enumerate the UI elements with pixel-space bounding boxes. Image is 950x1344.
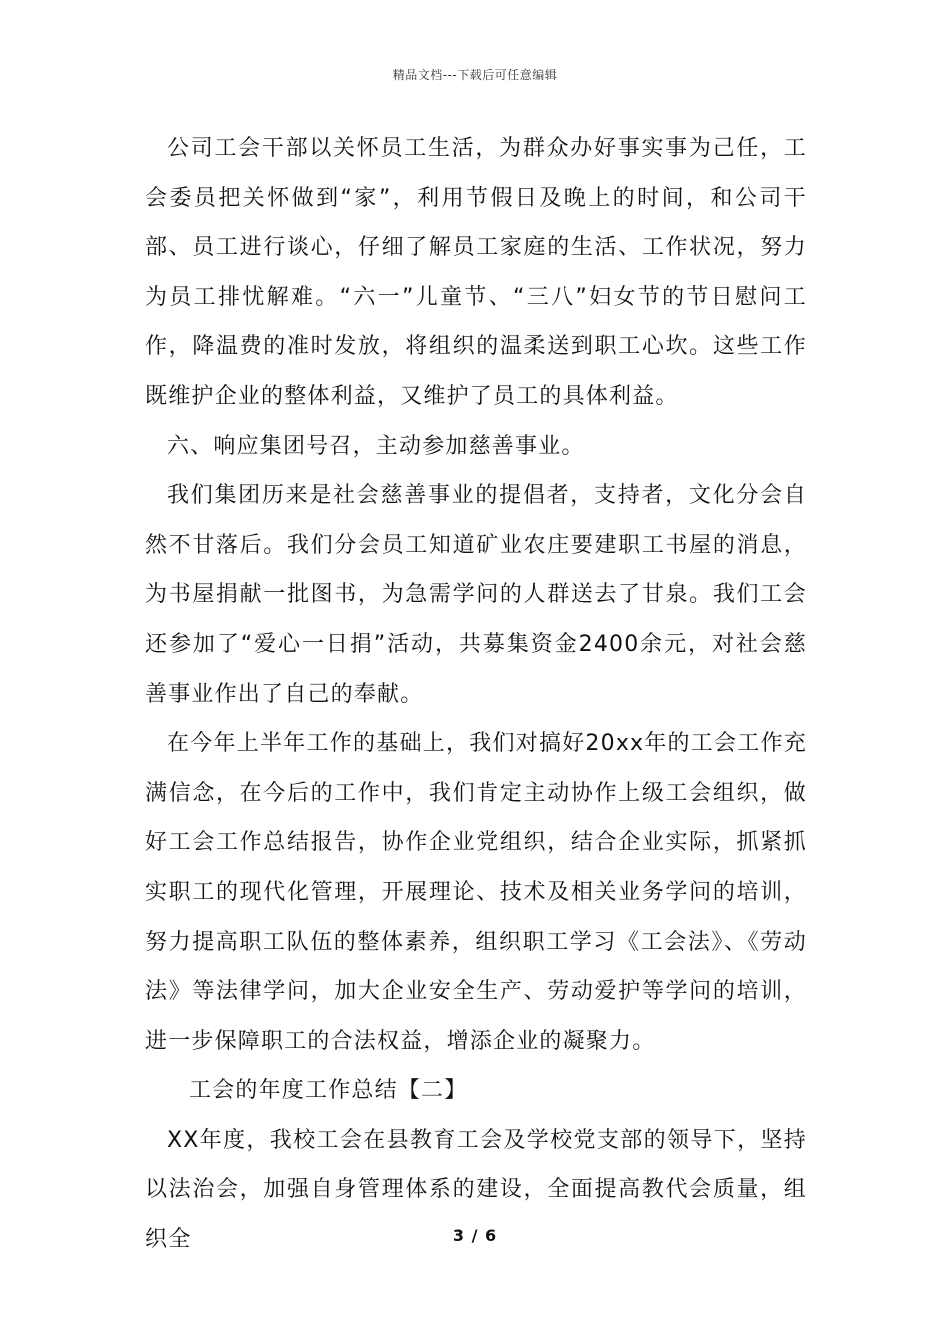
document-subtitle: 工会的年度工作总结【二】	[189, 1078, 468, 1104]
paragraph-charity: 我们集团历来是社会慈善事业的提倡者，支持者，文化分会自然不甘落后。我们分会员工知道矿业农庄要建职工书屋的消息，为书屋捐献一批图书，为急需学问的人群送去了甘泉。我们工会还参加了“爱心一日捐”活动，共募集资金2400余元，对社会慈善事业作出了自己的奉献。	[145, 483, 807, 707]
document-body	[145, 124, 807, 1265]
page-number: 3 / 6	[452, 1226, 498, 1245]
section-heading-charity: 六、响应集团号召，主动参加慈善事业。	[167, 433, 585, 459]
paragraph-outlook: 在今年上半年工作的基础上，我们对搞好20xx年的工会工作充满信念，在今后的工作中，我们肯定主动协作上级工会组织，做好工会工作总结报告，协作企业党组织，结合企业实际，抓紧抓实职工的现代化管理，开展理论、技术及相关业务学问的培训，努力提高职工队伍的整体素养，组织职工学习《工会法》、《劳动法》等法律学问，加大企业安全生产、劳动爱护等学问的培训，进一步保障职工的合法权益，增添企业的凝聚力。	[145, 731, 807, 1054]
paragraph-annual-summary: XX年度，我校工会在县教育工会及学校党支部的领导下，坚持以法治会，加强自身管理体系的建设，全面提高教代会质量，组织全	[145, 1127, 807, 1253]
paragraph-care-for-staff: 公司工会干部以关怀员工生活，为群众办好事实事为己任，工会委员把关怀做到“家”，利用节假日及晚上的时间，和公司干部、员工进行谈心，仔细了解员工家庭的生活、工作状况，努力为员工排忧解难。“六一”儿童节、“三八”妇女节的节日慰问工作，降温费的准时发放，将组织的温柔送到职工心坎。这些工作既维护企业的整体利益，又维护了员工的具体利益。	[145, 136, 807, 409]
page-header: 精品文档---下载后可任意编辑	[392, 68, 558, 82]
